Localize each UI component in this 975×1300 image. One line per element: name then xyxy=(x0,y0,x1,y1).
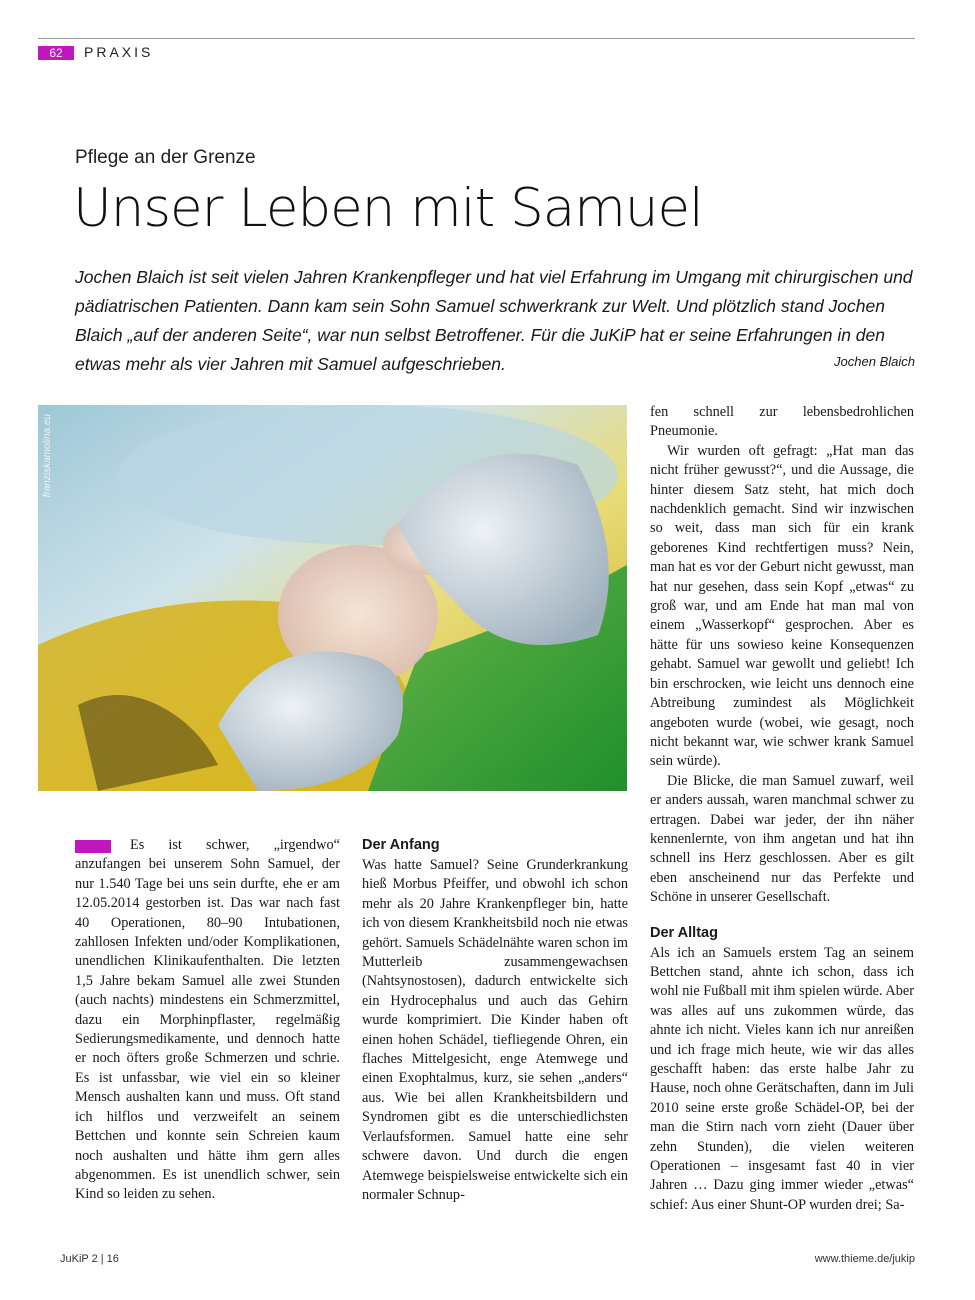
kicker: Pflege an der Grenze xyxy=(75,147,256,168)
section-heading: Der Alltag xyxy=(650,924,718,941)
footer-issue: JuKiP 2 | 16 xyxy=(60,1253,119,1265)
paragraph: Was hatte Samuel? Seine Grunderkrankung hieß Morbus Pfeiffer, und obwohl ich schon mehr als 20 Jahre Krankenpfleger bin, hatte ich von diesem Krankheitsbild noch nie etwas gehört. Samuels Schädelnähte waren schon im Mutterleib zusammengewachsen (Nahtsynostosen), dadurch entwickelte sich ein Hydrocephalus und auch das Gehirn wurde komprimiert. Die Kinder haben oft einen hohen Schädel, tiefliegende Ohren, ein flaches Mittelgesicht, enge Atemwege und einen Exophtalmus, kurz, sie sehen „anders“ aus. Wie bei allen Krankheitsbildern und Syndromen gibt es die unterschiedlichsten Verlaufsformen. Samuel hatte eine sehr schwere davon. Und durch die engen Atemwege beispielsweise entwickelte sich ein normaler Schnup- xyxy=(362,857,629,1203)
paragraph: Es ist schwer, „irgendwo“ anzufangen bei unserem Sohn Samuel, der nur 1.540 Tage bei uns sein durfte, ehe er am 12.05.2014 gestorben ist. Das war nach fast 40 Operationen, 80–90 Intubationen, zahllosen Infekten und/oder Komplikationen, unendlichen Klinikaufenthalten. Die letzten 1,5 Jahre bekam Samuel alle zwei Stunden (auch nachts) mindestens ein Schmerzmittel, dazu ein Morphinpflaster, regelmäßig Sedierungsmedikamente, und dennoch hatte er noch öfters große Schmerzen und schrie. Es ist unfassbar, wie viel ein so kleiner Mensch aushalten kann und muss. Oft stand ich hilflos und verzweifelt an seinem Bettchen und konnte sein Schreien kaum noch aushalten und hätte ihm gern alles abgenommen. Es ist unendlich schwer, sein Kind so leiden zu sehen. xyxy=(75,837,340,1203)
paragraph: Als ich an Samuels erstem Tag an seinem Bettchen stand, ahnte ich schon, dass ich wohl nie Fußball mit ihm spielen würde. Aber was alles auf uns zukommen würde, das ahnte ich nicht. Vieles kann ich nur anreißen und ich frage mich heute, wie wir das alles geschafft haben: das erste halbe Jahr zu Hause, noch ohne Gerätschaften, dann im Juli 2010 seine erste große Schädel-OP, bei der man die Stirn nach vorn zieht (Dauer über zehn Stunden), die vielen weiteren Operationen – insgesamt fast 40 in vier Jahren … Dazu ging immer wieder „etwas“ schief: Aus einer Shunt-OP wurden drei; Sa- xyxy=(650,944,914,1213)
paragraph: fen schnell zur lebensbedrohlichen Pneumonie. xyxy=(650,404,914,440)
lead-paragraph: Jochen Blaich ist seit vielen Jahren Krankenpfleger und hat viel Erfahrung im Umgang mit chirurgischen und pädiatrischen Patienten. Dann kam sein Sohn Samuel schwerkrank zur Welt. Und plötzlich stand Jochen Blaich „auf der anderen Seite“, war nun selbst Betroffener. Für die JuKiP hat er seine Erfahrungen in den etwas mehr als vier Jahren mit Samuel aufgeschrieben. xyxy=(75,267,913,374)
section-label: PRAXIS xyxy=(84,44,154,60)
article-photo xyxy=(38,405,627,791)
column-2 xyxy=(362,836,628,1205)
header-rule xyxy=(38,38,915,39)
article-title: Unser Leben mit Samuel xyxy=(73,178,703,239)
paragraph: Wir wurden oft gefragt: „Hat man das nicht früher gewusst?“, und die Aussage, die hinter diesem Satz steht, hat mich doch nachdenklich gemacht. Sind wir inzwischen so weit, dass man sich für ein krank geborenes Kind rechtfertigen muss? Nein, man hat es vor der Geburt nicht gewusst, man hat nur gesehen, dass sein Kopf „etwas“ zu groß war, und am Ende hat man mal von einem „Wasserkopf“ gesprochen. Aber es hätte für uns sowieso keine Konsequenzen gehabt. Samuel war gewollt und geliebt! Ich bin erschrocken, wie leicht uns dennoch eine Abtreibung zumindest als Möglichkeit angeboten wurde (wobei, wie gesagt, noch nicht bekannt war, wie schwer krank Samuel sein würde). xyxy=(650,442,914,770)
footer-url: www.thieme.de/jukip xyxy=(814,1253,915,1265)
page-number: 62 xyxy=(38,46,74,60)
column-3 xyxy=(650,403,914,1215)
section-heading: Der Anfang xyxy=(362,837,440,853)
paragraph: Die Blicke, die man Samuel zuwarf, weil er anders aussah, waren manchmal schwer zu ertragen. Dabei war jeder, der ihn näher kennenlernte, von ihm angetan und hat ihn schnell ins Herz geschlossen. Aber es gilt eben anscheinend nur das Perfekte und Schöne in unserer Gesellschaft. xyxy=(650,772,914,906)
column-1 xyxy=(75,836,340,1205)
author-name: Jochen Blaich xyxy=(834,354,915,369)
photo-credit: franziskamolina.eu xyxy=(42,414,53,498)
